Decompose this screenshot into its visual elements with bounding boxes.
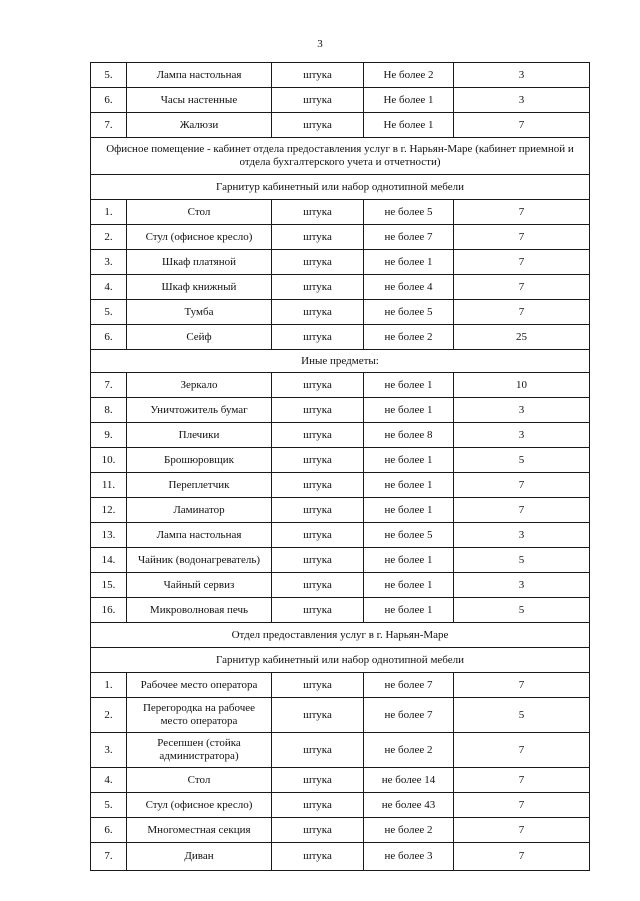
item-name: Чайный сервиз: [127, 573, 272, 598]
item-quantity: не более 1: [364, 373, 454, 398]
table-row: [91, 300, 590, 325]
table-row: [91, 673, 590, 698]
table-row: [91, 325, 590, 350]
item-name: Тумба: [127, 300, 272, 325]
row-number: 3.: [91, 250, 127, 275]
table-row: [91, 113, 590, 138]
table-row: [91, 200, 590, 225]
table-row: [91, 498, 590, 523]
row-number: 5.: [91, 63, 127, 88]
item-quantity: не более 1: [364, 398, 454, 423]
item-quantity: не более 1: [364, 473, 454, 498]
section-row: [91, 175, 590, 200]
item-quantity: не более 7: [364, 698, 454, 733]
item-unit: штука: [272, 473, 364, 498]
table-row: [91, 63, 590, 88]
item-name: Брошюровщик: [127, 448, 272, 473]
item-service-life: 7: [454, 300, 590, 325]
section-title: Офисное помещение - кабинет отдела предоставления услуг в г. Нарьян-Маре (кабинет приемной и отдела бухгалтерского учета и отчетности): [91, 138, 590, 175]
table-body: [91, 63, 590, 871]
item-name: Лампа настольная: [127, 523, 272, 548]
item-service-life: 5: [454, 598, 590, 623]
row-number: 1.: [91, 200, 127, 225]
item-quantity: не более 1: [364, 250, 454, 275]
table-row: [91, 818, 590, 843]
item-service-life: 25: [454, 325, 590, 350]
item-name: Шкаф книжный: [127, 275, 272, 300]
row-number: 4.: [91, 768, 127, 793]
item-service-life: 7: [454, 473, 590, 498]
item-unit: штука: [272, 573, 364, 598]
furniture-table: [90, 62, 590, 871]
item-service-life: 3: [454, 398, 590, 423]
row-number: 11.: [91, 473, 127, 498]
row-number: 9.: [91, 423, 127, 448]
item-quantity: не более 3: [364, 843, 454, 871]
item-quantity: не более 5: [364, 200, 454, 225]
item-quantity: не более 2: [364, 818, 454, 843]
item-service-life: 10: [454, 373, 590, 398]
row-number: 4.: [91, 275, 127, 300]
item-service-life: 3: [454, 523, 590, 548]
item-name: Рабочее место оператора: [127, 673, 272, 698]
item-unit: штука: [272, 768, 364, 793]
item-name: Ресепшен (стойка администратора): [127, 733, 272, 768]
item-unit: штука: [272, 793, 364, 818]
section-title: Отдел предоставления услуг в г. Нарьян-Маре: [91, 623, 590, 648]
section-title: Гарнитур кабинетный или набор однотипной мебели: [91, 648, 590, 673]
item-service-life: 5: [454, 548, 590, 573]
row-number: 2.: [91, 698, 127, 733]
item-service-life: 7: [454, 843, 590, 871]
row-number: 5.: [91, 793, 127, 818]
row-number: 5.: [91, 300, 127, 325]
table-row: [91, 423, 590, 448]
item-unit: штука: [272, 250, 364, 275]
section-row: [91, 138, 590, 175]
table-row: [91, 793, 590, 818]
row-number: 6.: [91, 325, 127, 350]
item-quantity: не более 5: [364, 300, 454, 325]
item-quantity: не более 1: [364, 498, 454, 523]
item-unit: штука: [272, 113, 364, 138]
item-quantity: не более 2: [364, 325, 454, 350]
item-unit: штука: [272, 818, 364, 843]
item-name: Многоместная секция: [127, 818, 272, 843]
item-quantity: не более 7: [364, 673, 454, 698]
row-number: 16.: [91, 598, 127, 623]
table-row: [91, 225, 590, 250]
item-name: Перегородка на рабочее место оператора: [127, 698, 272, 733]
item-service-life: 7: [454, 768, 590, 793]
item-unit: штука: [272, 523, 364, 548]
item-quantity: не более 1: [364, 448, 454, 473]
item-name: Лампа настольная: [127, 63, 272, 88]
item-unit: штука: [272, 398, 364, 423]
table-row: [91, 768, 590, 793]
item-quantity: Не более 2: [364, 63, 454, 88]
table-row: [91, 448, 590, 473]
item-service-life: 7: [454, 200, 590, 225]
row-number: 7.: [91, 113, 127, 138]
item-unit: штука: [272, 200, 364, 225]
item-unit: штука: [272, 673, 364, 698]
row-number: 14.: [91, 548, 127, 573]
item-name: Стул (офисное кресло): [127, 793, 272, 818]
item-quantity: Не более 1: [364, 113, 454, 138]
item-service-life: 7: [454, 275, 590, 300]
row-number: 7.: [91, 373, 127, 398]
item-quantity: Не более 1: [364, 88, 454, 113]
item-name: Сейф: [127, 325, 272, 350]
section-row: [91, 350, 590, 373]
table-row: [91, 548, 590, 573]
item-quantity: не более 1: [364, 573, 454, 598]
table-row: [91, 733, 590, 768]
item-service-life: 5: [454, 698, 590, 733]
row-number: 12.: [91, 498, 127, 523]
item-unit: штука: [272, 63, 364, 88]
item-name: Часы настенные: [127, 88, 272, 113]
row-number: 8.: [91, 398, 127, 423]
item-service-life: 5: [454, 448, 590, 473]
item-service-life: 3: [454, 423, 590, 448]
item-unit: штука: [272, 88, 364, 113]
row-number: 6.: [91, 88, 127, 113]
item-unit: штука: [272, 698, 364, 733]
page-number: 3: [317, 38, 323, 50]
item-name: Переплетчик: [127, 473, 272, 498]
item-name: Чайник (водонагреватель): [127, 548, 272, 573]
item-quantity: не более 7: [364, 225, 454, 250]
item-service-life: 3: [454, 88, 590, 113]
table-row: [91, 275, 590, 300]
item-name: Шкаф платяной: [127, 250, 272, 275]
item-unit: штука: [272, 225, 364, 250]
item-service-life: 7: [454, 673, 590, 698]
table-row: [91, 473, 590, 498]
item-unit: штука: [272, 325, 364, 350]
row-number: 15.: [91, 573, 127, 598]
row-number: 6.: [91, 818, 127, 843]
table-row: [91, 843, 590, 871]
table-row: [91, 698, 590, 733]
row-number: 2.: [91, 225, 127, 250]
item-service-life: 7: [454, 733, 590, 768]
row-number: 3.: [91, 733, 127, 768]
item-name: Микроволновая печь: [127, 598, 272, 623]
item-unit: штука: [272, 548, 364, 573]
item-service-life: 3: [454, 63, 590, 88]
item-unit: штука: [272, 423, 364, 448]
item-name: Зеркало: [127, 373, 272, 398]
item-quantity: не более 43: [364, 793, 454, 818]
item-quantity: не более 14: [364, 768, 454, 793]
item-name: Стол: [127, 768, 272, 793]
item-quantity: не более 2: [364, 733, 454, 768]
item-name: Жалюзи: [127, 113, 272, 138]
item-unit: штука: [272, 275, 364, 300]
item-quantity: не более 1: [364, 548, 454, 573]
item-unit: штука: [272, 300, 364, 325]
table-row: [91, 573, 590, 598]
item-name: Ламинатор: [127, 498, 272, 523]
section-row: [91, 648, 590, 673]
item-service-life: 7: [454, 818, 590, 843]
table-row: [91, 598, 590, 623]
item-unit: штука: [272, 733, 364, 768]
item-quantity: не более 5: [364, 523, 454, 548]
table-row: [91, 250, 590, 275]
item-quantity: не более 4: [364, 275, 454, 300]
item-service-life: 7: [454, 498, 590, 523]
row-number: 7.: [91, 843, 127, 871]
row-number: 13.: [91, 523, 127, 548]
item-unit: штука: [272, 448, 364, 473]
section-row: [91, 623, 590, 648]
item-unit: штука: [272, 598, 364, 623]
row-number: 1.: [91, 673, 127, 698]
item-service-life: 7: [454, 793, 590, 818]
item-service-life: 7: [454, 250, 590, 275]
item-unit: штука: [272, 498, 364, 523]
item-name: Диван: [127, 843, 272, 871]
item-service-life: 7: [454, 225, 590, 250]
item-name: Стул (офисное кресло): [127, 225, 272, 250]
item-name: Плечики: [127, 423, 272, 448]
item-service-life: 7: [454, 113, 590, 138]
table-row: [91, 398, 590, 423]
item-unit: штука: [272, 843, 364, 871]
item-name: Уничтожитель бумаг: [127, 398, 272, 423]
table-row: [91, 523, 590, 548]
row-number: 10.: [91, 448, 127, 473]
item-unit: штука: [272, 373, 364, 398]
item-name: Стол: [127, 200, 272, 225]
item-quantity: не более 1: [364, 598, 454, 623]
table-row: [91, 373, 590, 398]
item-quantity: не более 8: [364, 423, 454, 448]
table-row: [91, 88, 590, 113]
item-service-life: 3: [454, 573, 590, 598]
section-title: Иные предметы:: [91, 350, 590, 373]
section-title: Гарнитур кабинетный или набор однотипной мебели: [91, 175, 590, 200]
